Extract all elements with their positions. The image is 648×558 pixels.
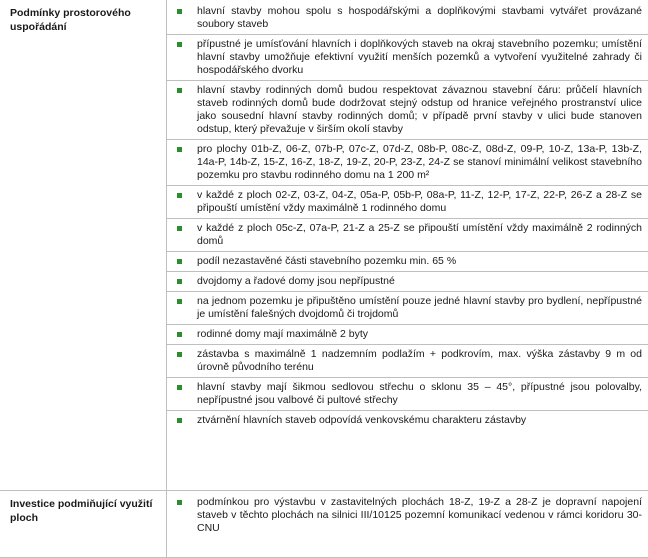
list-item — [167, 2, 648, 35]
list-item — [167, 345, 648, 378]
list-item — [167, 81, 648, 140]
list-item-text: pro plochy 01b-Z, 06-Z, 07b-P, 07c-Z, 07d-Z, 08b-P, 08c-Z, 08d-Z, 09-P, 10-Z, 13a-P, 13b-Z, 14a-P, 14b-Z, 15-Z, 16-Z, 18-Z, 19-Z, 20-P, 23-Z, 24-Z se stanoví minimální velikost stavebního pozemku pro stavbu rodinného domu na 1 200 m² — [197, 143, 642, 181]
square-bullet-icon — [177, 226, 182, 231]
square-bullet-icon — [177, 9, 182, 14]
square-bullet-icon — [177, 418, 182, 423]
section-heading: Investice podmiňující využití ploch — [0, 491, 167, 558]
list-item — [167, 493, 648, 538]
list-item — [167, 219, 648, 252]
list-item — [167, 140, 648, 186]
square-bullet-icon — [177, 299, 182, 304]
section-row — [0, 491, 648, 558]
square-bullet-icon — [177, 385, 182, 390]
list-item — [167, 186, 648, 219]
list-item-text: v každé z ploch 05c-Z, 07a-P, 21-Z a 25-Z se připouští umístění vždy maximálně 2 rodinných domů — [197, 222, 642, 247]
list-item-text: podmínkou pro výstavbu v zastavitelných plochách 18-Z, 19-Z a 28-Z je dopravní napojení staveb v těchto plochách na silnici III/10125 pozemní komunikací vedenou v rámci koridoru 30-CNU — [197, 496, 642, 534]
bullet-list — [167, 2, 648, 430]
list-item-text: přípustné je umísťování hlavních i doplňkových staveb na okraj stavebního pozemku; umístění hlavní stavby umožňuje efektivní využití menších pozemků a vytvoření využitelné zahrady či hospodářského dvorku — [197, 38, 642, 76]
bullet-list — [167, 493, 648, 538]
section-heading: Podmínky prostorového uspořádání — [0, 0, 167, 491]
list-item — [167, 252, 648, 272]
square-bullet-icon — [177, 279, 182, 284]
square-bullet-icon — [177, 259, 182, 264]
list-item — [167, 292, 648, 325]
section-items-cell — [167, 0, 648, 491]
list-item-text: v každé z ploch 02-Z, 03-Z, 04-Z, 05a-P, 05b-P, 08a-P, 11-Z, 12-P, 17-Z, 22-P, 26-Z a 28-Z se připouští umístění vždy maximálně 1 rodinného domu — [197, 189, 642, 214]
list-item-text: rodinné domy mají maximálně 2 byty — [197, 328, 368, 340]
square-bullet-icon — [177, 193, 182, 198]
list-item-text: podíl nezastavěné části stavebního pozemku min. 65 % — [197, 255, 456, 267]
list-item-text: zástavba s maximálně 1 nadzemním podlažím + podkrovím, max. výška zástavby 9 m od úrovně původního terénu — [197, 348, 642, 373]
square-bullet-icon — [177, 42, 182, 47]
square-bullet-icon — [177, 332, 182, 337]
list-item-text: hlavní stavby mají šikmou sedlovou střechu o sklonu 35 – 45°, přípustné jsou polovalby, nepřípustné jsou valbové či pultové střechy — [197, 381, 642, 406]
list-item-text: dvojdomy a řadové domy jsou nepřípustné — [197, 275, 395, 287]
list-item-text: ztvárnění hlavních staveb odpovídá venkovskému charakteru zástavby — [197, 414, 526, 426]
list-item — [167, 35, 648, 81]
list-item-text: hlavní stavby mohou spolu s hospodářskými a doplňkovými stavbami vytvářet provázané soubory staveb — [197, 5, 642, 30]
list-item — [167, 411, 648, 430]
square-bullet-icon — [177, 88, 182, 93]
list-item — [167, 272, 648, 292]
square-bullet-icon — [177, 147, 182, 152]
list-item — [167, 378, 648, 411]
list-item-text: na jednom pozemku je připuštěno umístění pouze jedné hlavní stavby pro bydlení, nepřípustné je umístění falešných dvojdomů či trojdomů — [197, 295, 642, 320]
square-bullet-icon — [177, 352, 182, 357]
section-items-cell — [167, 491, 648, 558]
list-item — [167, 325, 648, 345]
list-item-text: hlavní stavby rodinných domů budou respektovat závaznou stavební čáru: průčelí hlavních staveb rodinných domů bude dodržovat stejný odstup od hranice veřejného prostranství ulice jako sousední hlavní stavby rodinných domů; v případě první stavby v ulici bude stanoven odstup, který převažuje v širším okolí stavby — [197, 84, 642, 135]
square-bullet-icon — [177, 500, 182, 505]
